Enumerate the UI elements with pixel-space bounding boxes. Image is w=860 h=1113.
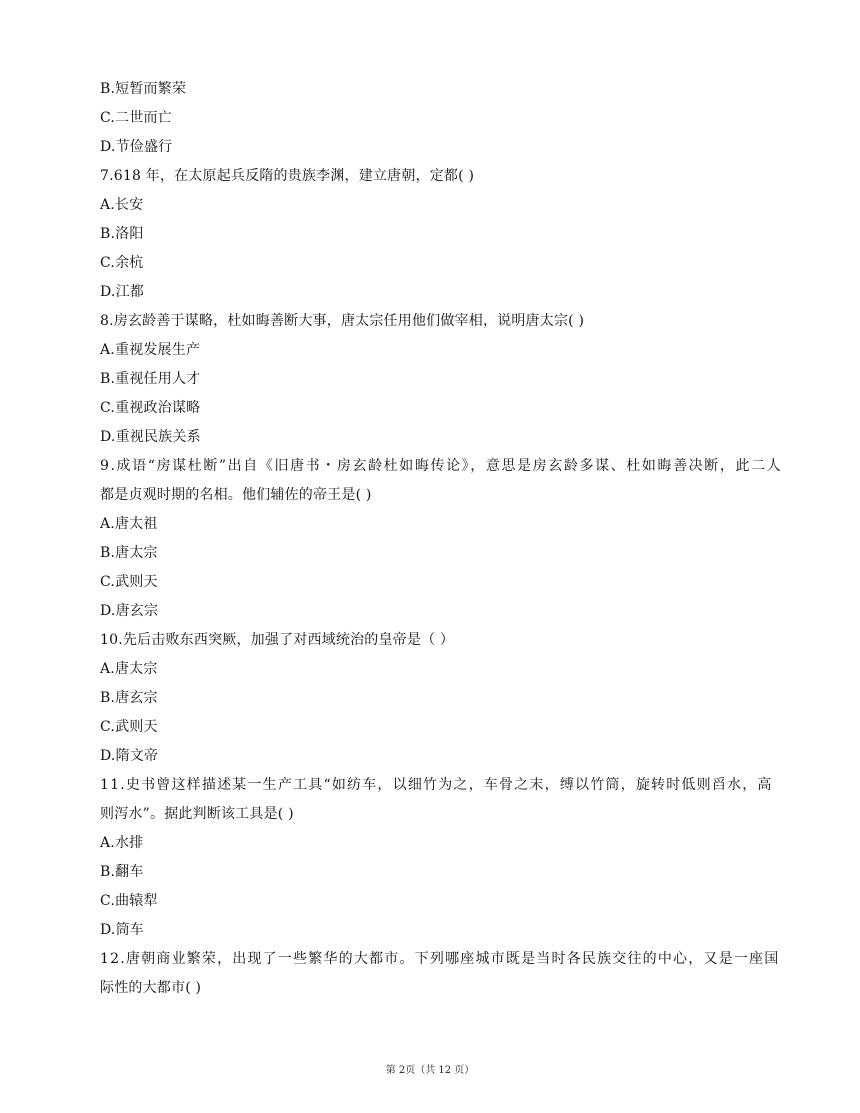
- question-7: 7.618 年，在太原起兵反隋的贵族李渊，建立唐朝，定都( ): [100, 168, 475, 184]
- option-line: C.余杭: [100, 255, 144, 271]
- question-9-cont: 都是贞观时期的名相。他们辅佐的帝王是( ): [100, 487, 372, 503]
- option-line: A.唐太祖: [100, 516, 158, 532]
- option-line: D.节俭盛行: [100, 139, 173, 155]
- option-line: C.重视政治谋略: [100, 400, 201, 416]
- question-10: 10.先后击败东西突厥，加强了对西域统治的皇帝是（ ）: [100, 632, 455, 648]
- option-line: A.唐太宗: [100, 661, 158, 677]
- option-line: B.翻车: [100, 864, 144, 880]
- option-line: D.唐玄宗: [100, 603, 159, 619]
- option-line: D.江都: [100, 284, 144, 300]
- option-line: D.筒车: [100, 922, 144, 938]
- question-content: [100, 75, 783, 1003]
- option-line: A.水排: [100, 835, 144, 851]
- question-11-cont: 则泻水”。据此判断该工具是( ): [100, 806, 294, 822]
- option-line: D.重视民族关系: [100, 429, 201, 445]
- option-line: B.唐玄宗: [100, 690, 158, 706]
- option-line: B.唐太宗: [100, 545, 158, 561]
- question-8: 8.房玄龄善于谋略，杜如晦善断大事，唐太宗任用他们做宰相，说明唐太宗( ): [100, 313, 585, 329]
- option-line: D.隋文帝: [100, 748, 159, 764]
- option-line: B.重视任用人才: [100, 371, 201, 387]
- question-9: 9.成语“房谋杜断”出自《旧唐书・房玄龄杜如晦传论》，意思是房玄龄多谋、杜如晦善决断，此二人: [100, 458, 783, 474]
- page-footer: 第 2页（共 12 页）: [385, 1065, 475, 1076]
- option-line: A.长安: [100, 197, 144, 213]
- option-line: C.曲辕犁: [100, 893, 158, 909]
- question-12-cont: 际性的大都市( ): [100, 980, 202, 996]
- option-line: A.重视发展生产: [100, 342, 201, 358]
- option-line: C.武则天: [100, 719, 158, 735]
- option-line: C.二世而亡: [100, 110, 172, 126]
- question-12: 12.唐朝商业繁荣，出现了一些繁华的大都市。下列哪座城市既是当时各民族交往的中心，又是一座国: [100, 951, 780, 967]
- option-line: B.短暂而繁荣: [100, 81, 187, 97]
- option-line: B.洛阳: [100, 226, 144, 242]
- option-line: C.武则天: [100, 574, 158, 590]
- question-11: 11.史书曾这样描述某一生产工具“如纺车，以细竹为之，车骨之末，缚以竹筒，旋转时低则舀水，高: [100, 777, 773, 793]
